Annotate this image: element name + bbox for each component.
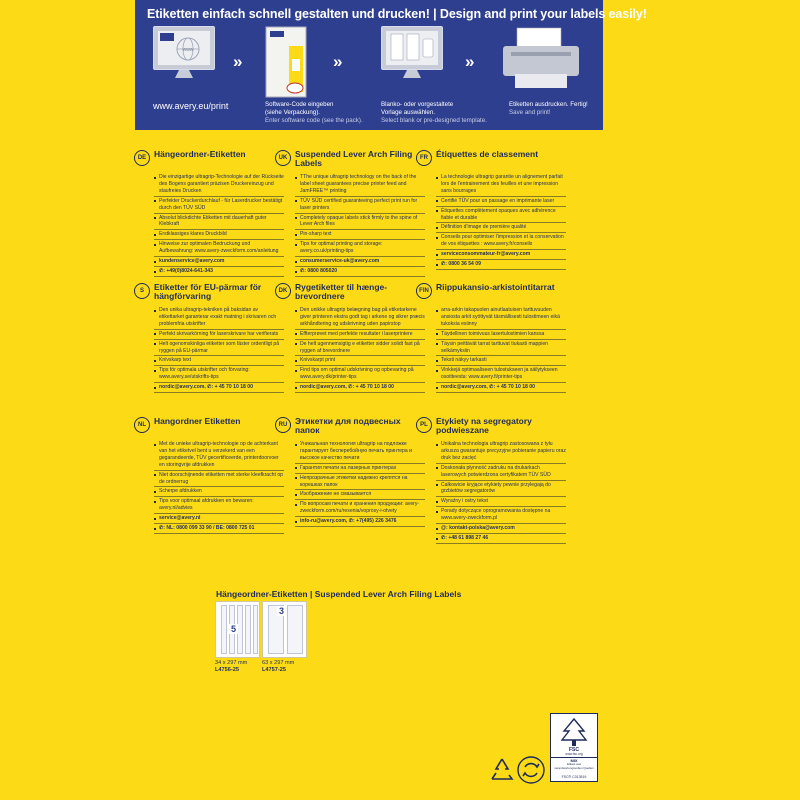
- feature-item: De helt ugennemsigtig e etiketter sidder solidt fast på ryggen af brevordnere: [295, 341, 425, 357]
- paper-recycling-icon: [516, 755, 546, 785]
- contact-item[interactable]: consumerservice-uk@avery.com: [295, 258, 425, 267]
- feature-item: Wyraźny i ostry tekst: [436, 498, 566, 507]
- feature-item: Täydellinen toimivuus lasertulostimien kanssa: [436, 331, 566, 340]
- feature-item: Tips voor optimaal afdrukken en bewaren: avery.nl/advies: [154, 498, 284, 514]
- feature-item: TÜV SÜD certified guaranteeing perfect print run for laser printers: [295, 198, 425, 214]
- template-meta: 34 x 297 mm L4756-25: [215, 660, 248, 673]
- feature-list: [154, 441, 284, 535]
- contact-item[interactable]: service@avery.nl: [154, 515, 284, 524]
- feature-item: Die einzigartige ultragrip-Technologie auf der Rückseite des Bogens garantiert präzisen Druckereinzug und staufreies Drucken: [154, 174, 284, 197]
- feature-item: Den unika ultragrip-tekniken på baksidan av etikettarket garanterar exakt matning i skrivaren och problemfria utskrifter: [154, 307, 284, 330]
- globe-text: www: [182, 47, 194, 53]
- section-title: Etiketter för EU-pärmar för hängförvaring: [154, 282, 262, 301]
- language-badge: UK: [275, 150, 291, 166]
- step-template: [381, 26, 443, 96]
- feature-item: Helt ogenomskinliga etiketter som fäster ordentligt på ryggen på EU-pärmar: [154, 341, 284, 357]
- feature-item: Vinkkejä optimaaliseen tulostukseen ja säilytykseen osoitteesta: www.avery.fi/printer-tips: [436, 367, 566, 383]
- contact-item[interactable]: nordic@avery.com, ✆: + 45 70 10 18 00: [295, 384, 425, 393]
- fsc-logo: FSC www.fsc.org MIX Etikett aus verantwortungsvollen Quellen FSC® C013519: [550, 713, 598, 782]
- feature-item: Hinweise zur optimalen Bedruckung und Aufbewahrung: www.avery-zweckform.com/anleitung: [154, 241, 284, 257]
- contact-item[interactable]: ✆: NL: 0800 099 33 90 / BE: 0800 725 01: [154, 525, 284, 534]
- language-badge: DK: [275, 283, 291, 299]
- feature-item: Knivskarp text: [154, 357, 284, 366]
- contact-item[interactable]: @: kontakt-polska@avery.com: [436, 525, 566, 534]
- template-l4757: [262, 601, 307, 658]
- feature-item: Doskonała płynność zadruku na drukarkach laserowych potwierdzona certyfikatem TÜV SÜD: [436, 465, 566, 481]
- feature-item: La technologie ultragrip garantie un alignement parfait lors de l'entrainement des feuilles et une impression sans bourrages: [436, 174, 566, 197]
- feature-item: Tips for optimal printing and storage: avery.co.uk/printing-tips: [295, 241, 425, 257]
- language-badge: S: [134, 283, 150, 299]
- contact-item[interactable]: ✆: 0800 805020: [295, 268, 425, 277]
- feature-item: Conseils pour optimiser l'impression et la conservation de vos étiquettes : www.avery.fr/conseils: [436, 234, 566, 250]
- section-s: [134, 283, 284, 408]
- feature-item: Perfekt skrivarkörning för laserskrivare har verifierats: [154, 331, 284, 340]
- section-fin: [416, 283, 566, 408]
- feature-item: По вопросам печати и хранения продукции: avery-zweckform.com/ru/resenia/voprosy-i-otvety: [295, 501, 425, 517]
- monitor-stand: [171, 70, 197, 80]
- language-badge: RU: [275, 417, 291, 433]
- caption-software-code: Software-Code eingeben (siehe Verpackung). Enter software code (see the pack).: [265, 101, 363, 125]
- section-uk: [275, 150, 425, 275]
- template-number: 3: [279, 606, 285, 616]
- feature-item: Całkowicie kryjące etykiety pewnie przylegają do grzbietów segregatorów: [436, 482, 566, 498]
- avery-print-url[interactable]: www.avery.eu/print: [153, 101, 229, 111]
- arrow-2: »: [333, 52, 341, 71]
- feature-item: Unikalna technologia ultragrip zastosowana z tyłu arkusza gwarantuje precyzyjne pobieranie papieru oraz druk bez zacięć: [436, 441, 566, 464]
- template-icon: [386, 31, 438, 65]
- section-fr: [416, 150, 566, 275]
- section-ru: [275, 417, 425, 542]
- feature-item: Täysin peittävät tarrat tarttuvat tiukasti mappien selkämyksiin: [436, 341, 566, 357]
- language-badge: NL: [134, 417, 150, 433]
- recycling-icon: [487, 755, 517, 785]
- feature-list: [436, 441, 566, 545]
- language-badge: FR: [416, 150, 432, 166]
- feature-list: [436, 174, 566, 271]
- contact-item[interactable]: ✆: 0800 36 54 09: [436, 261, 566, 270]
- section-title: Hangordner Etiketten: [154, 416, 241, 426]
- print-banner: [135, 0, 647, 130]
- feature-list: [295, 307, 425, 394]
- section-dk: [275, 283, 425, 408]
- feature-item: Absolut blickdichte Etiketten mit dauerhaft guter Klebkraft: [154, 215, 284, 231]
- feature-item: Непрозрачные этикетки надежно крепятся на корешках папок: [295, 475, 425, 491]
- template-number: 5: [231, 624, 237, 634]
- package-icon: [265, 26, 311, 98]
- section-title: Riippukansio-arkistointitarrat: [436, 282, 555, 292]
- feature-list: [295, 441, 425, 528]
- template-l4756: [215, 601, 260, 658]
- fsc-tree-icon: [551, 716, 597, 750]
- template-monitor-icon: [381, 26, 443, 70]
- banner-title: Etiketten einfach schnell gestalten und drucken! | Design and print your labels easily!: [147, 7, 647, 21]
- step-software-code: [265, 26, 311, 98]
- feature-item: Den unikke ultragrip belægning bag på etiketarkene giver printeren ekstra godt tag i arkene og sikrer præcis arkhåndtering og udskrivning uden papirstop: [295, 307, 425, 330]
- caption-print: Etiketten ausdrucken. Fertig! Save and print!: [509, 101, 588, 117]
- feature-list: [154, 174, 284, 278]
- caption-template: Blanko- oder vorgestaltete Vorlage auswählen. Select blank or pre-designed template.: [381, 101, 487, 125]
- feature-item: Гарантия печати на лазерных принтерах: [295, 465, 425, 474]
- section-title: Suspended Lever Arch Filing Labels: [295, 149, 413, 168]
- monitor-stand-2: [399, 70, 425, 80]
- feature-item: Уникальная технология ultragrip на подложке гарантирует бесперебойную печать принтера и высокое качество печати: [295, 441, 425, 464]
- feature-item: Pin-sharp text: [295, 231, 425, 240]
- section-pl: [416, 417, 566, 542]
- feature-item: Scherpe afdrukken: [154, 488, 284, 497]
- contact-item[interactable]: serviceconsommateur-fr@avery.com: [436, 251, 566, 260]
- feature-item: Teksti näkyy tarkasti: [436, 357, 566, 366]
- feature-item: Définition d'image de première qualité: [436, 224, 566, 233]
- feature-list: [154, 307, 284, 394]
- feature-list: [436, 307, 566, 394]
- section-title: Rygetiketter til hænge-brevordnere: [295, 282, 388, 301]
- section-de: [134, 150, 284, 275]
- feature-item: Изображение не смазывается: [295, 491, 425, 500]
- feature-item: Completely opaque labels stick firmly to the spine of Lever Arch files: [295, 215, 425, 231]
- feature-item: Tips för optimala utskrifter och förvaring: www.avery.se/utskrifts-tips: [154, 367, 284, 383]
- feature-item: Knivskarpt print: [295, 357, 425, 366]
- feature-list: [295, 174, 425, 278]
- contact-item[interactable]: nordic@avery.com, ✆: + 45 70 10 18 00: [154, 384, 284, 393]
- language-badge: PL: [416, 417, 432, 433]
- template-meta: 63 x 297 mm L4757-25: [262, 660, 295, 673]
- feature-item: Certifié TÜV pour un passage en imprimante laser: [436, 198, 566, 207]
- feature-item: arra-arkin takapuolen ainutlaatuisen tarttuvuuden ansiosta arkit syöttyvät täsmällisesti tulostimeen eikä tukoksia esiinny: [436, 307, 566, 330]
- contact-item[interactable]: ✆: +49(0)8024-641-343: [154, 268, 284, 277]
- feature-item: Porady dotyczące oprogramowania dostępne na www.avery-zweckform.pl: [436, 508, 566, 524]
- step-print: [499, 26, 583, 96]
- feature-item: Met de unieke ultragrip-technologie op de achterkant van het etiketvel bent u verzekerd van een gegarandeerde, TÜV gecertificeerde, printerdoorvoer en storingvrije afdrukken: [154, 441, 284, 471]
- feature-item: Perfekter Druckerdurchlauf - für Laserdrucker bestätigt durch den TÜV SÜD: [154, 198, 284, 214]
- feature-item: Find tips om optimal udskrivning og opbevaring på www.avery.dk/printer-tips: [295, 367, 425, 383]
- feature-item: Étiquettes complètement opaques avec adhérence fiable et durable: [436, 208, 566, 224]
- language-badge: DE: [134, 150, 150, 166]
- section-title: Etykiety na segregatory podwieszane: [436, 416, 532, 435]
- templates-title: Hängeordner-Etiketten | Suspended Lever Arch Filing Labels: [216, 589, 462, 599]
- contact-item[interactable]: kundenservice@avery.com: [154, 258, 284, 267]
- section-title: Hängeordner-Etiketten: [154, 149, 246, 159]
- arrow-3: »: [465, 52, 473, 71]
- feature-item: Effterprøvet med perfekte resultater i laserprintere: [295, 331, 425, 340]
- section-title: Étiquettes de classement: [436, 149, 539, 159]
- printer-icon: [499, 26, 583, 92]
- contact-item[interactable]: nordic@avery.com, ✆: + 45 70 10 18 00: [436, 384, 566, 393]
- contact-item[interactable]: ✆: +48 61 898 27 46: [436, 535, 566, 544]
- section-title: Этикетки для подвесных папок: [295, 416, 401, 435]
- feature-item: Erstklassiges klares Druckbild: [154, 231, 284, 240]
- monitor-icon: [153, 26, 215, 70]
- language-badge: FIN: [416, 283, 432, 299]
- feature-item: TThe unique ultragrip technology on the back of the label sheet guarantees precise printer feed and JamFREE™ printing: [295, 174, 425, 197]
- step-website: [153, 26, 215, 96]
- arrow-1: »: [233, 52, 241, 71]
- globe-icon: [158, 31, 210, 65]
- contact-item[interactable]: info-ru@avery.com, ✆: +7(495) 226 3476: [295, 518, 425, 527]
- feature-item: Niet doorschijnende etiketten met sterke kleefkracht op de ordnerrug: [154, 472, 284, 488]
- section-nl: [134, 417, 284, 542]
